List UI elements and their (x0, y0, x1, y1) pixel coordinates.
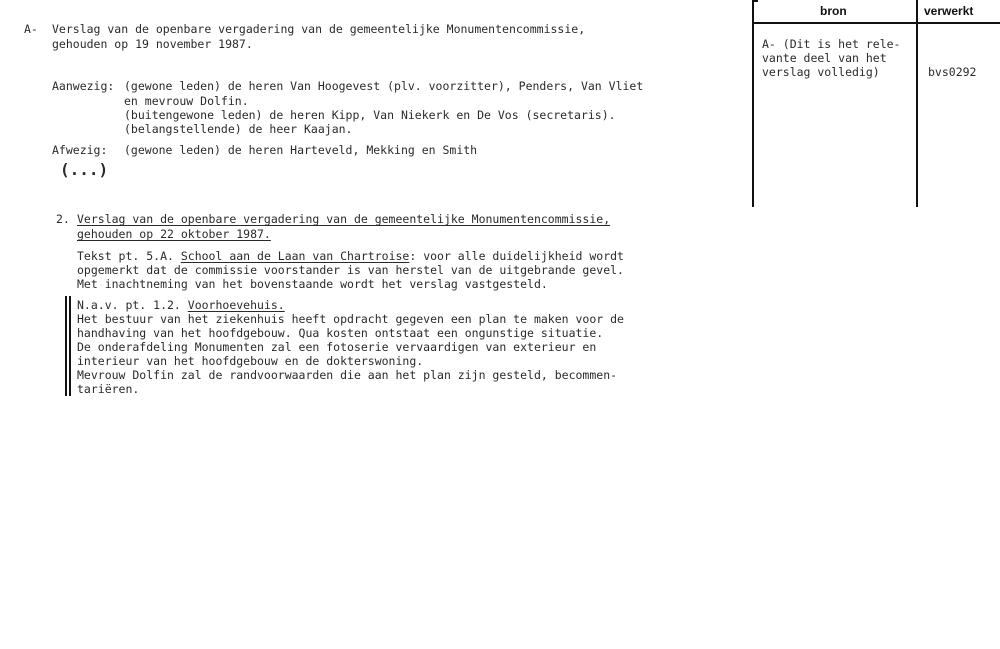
table-header-rule (752, 22, 1000, 24)
paragraph-1-prefix: Tekst pt. 5.A. (77, 249, 181, 263)
title-line-2: gehouden op 19 november 1987. (52, 37, 253, 51)
paragraph-2-line-2: Het bestuur van het ziekenhuis heeft opdracht gegeven een plan te maken voor de (77, 312, 624, 326)
bron-line-3: verslag volledig) (762, 65, 880, 79)
bron-line-1: A- (Dit is het rele- (762, 37, 901, 51)
bron-line-2: vante deel van het (762, 51, 887, 65)
paragraph-1-rest: : voor alle duidelijkheid wordt (409, 249, 624, 263)
paragraph-1-line-3: Met inachtneming van het bovenstaande wordt het verslag vastgesteld. (77, 277, 548, 291)
section-marker: A- (24, 22, 38, 36)
item-title-line-2: gehouden op 22 oktober 1987. (77, 227, 271, 241)
omission-ellipsis: (...) (60, 160, 109, 179)
paragraph-1-line-1 (77, 249, 624, 263)
verwerkt-value: bvs0292 (928, 65, 977, 79)
paragraph-2-line-7: tariëren. (77, 382, 140, 396)
present-line-4: (belangstellende) de heer Kaajan. (124, 122, 353, 136)
item-title-line-1: Verslag van de openbare vergadering van de gemeentelijke Monumentencommissie, (77, 212, 611, 226)
table-corner-tick (752, 0, 758, 2)
paragraph-2-line-4: De onderafdeling Monumenten zal een fotoserie vervaardigen van exterieur en (77, 340, 597, 354)
title-line-1: Verslag van de openbare vergadering van de gemeentelijke Monumentencommissie, (52, 22, 586, 36)
table-border-left (752, 0, 754, 207)
paragraph-1-subject: School aan de Laan van Chartroise (180, 249, 410, 263)
absent-label: Afwezig: (52, 143, 108, 157)
present-line-2: en mevrouw Dolfin. (124, 94, 249, 108)
item-number: 2. (56, 212, 70, 226)
paragraph-2-subject: Voorhoevehuis. (187, 298, 285, 312)
present-label: Aanwezig: (52, 79, 115, 93)
present-line-1: (gewone leden) de heren Van Hoogevest (plv. voorzitter), Penders, Van Vliet (124, 79, 644, 93)
paragraph-2-line-6: Mevrouw Dolfin zal de randvoorwaarden die aan het plan zijn gesteld, becommen- (77, 368, 618, 382)
header-verwerkt: verwerkt (924, 4, 974, 18)
margin-bar-left (65, 296, 67, 396)
present-line-3: (buitengewone leden) de heren Kipp, Van Niekerk en De Vos (secretaris). (124, 108, 616, 122)
paragraph-2-line-5: interieur van het hoofdgebouw en de dokterswoning. (77, 354, 424, 368)
margin-bar-right (69, 296, 71, 396)
paragraph-2-line-3: handhaving van het hoofdgebouw. Qua kosten ontstaat een ongunstige situatie. (77, 326, 604, 340)
header-bron: bron (820, 4, 847, 18)
paragraph-2-line-1 (77, 298, 285, 312)
paragraph-2-prefix: N.a.v. pt. 1.2. (77, 298, 188, 312)
table-border-middle (916, 0, 918, 207)
paragraph-1-line-2: opgemerkt dat de commissie voorstander is van herstel van de uitgebrande gevel. (77, 263, 624, 277)
absent-line-1: (gewone leden) de heren Harteveld, Mekking en Smith (124, 143, 478, 157)
